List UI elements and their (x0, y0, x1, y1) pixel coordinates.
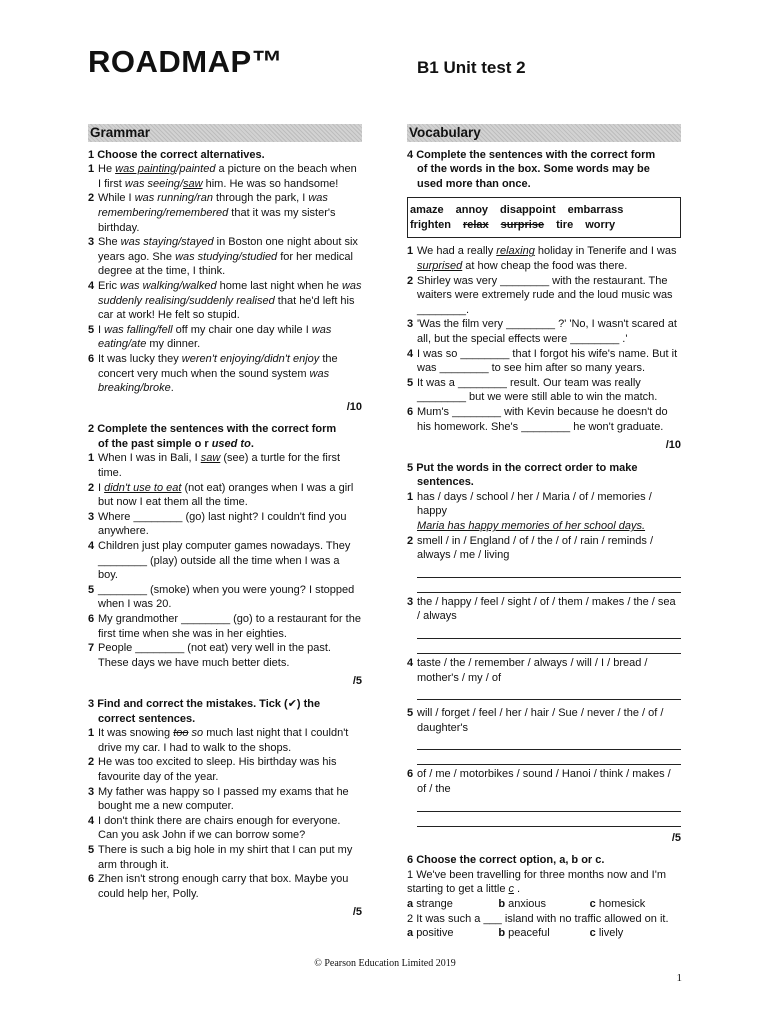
list-item: 2 He was too excited to sleep. His birthday was his favourite day of the year. (88, 756, 337, 783)
list-item: 3 the / happy / feel / sight / of / them / makes / the / sea / always (407, 595, 676, 623)
exercise-3 (88, 697, 362, 920)
exercise-4 (407, 148, 681, 453)
list-item: 1 When I was in Bali, I saw (see) a turtle for the first time. (88, 452, 341, 480)
exercise-1-instruction: 1 Choose the correct alternatives. (88, 148, 265, 161)
word-box-item: embarrass (567, 204, 624, 217)
answer-line[interactable] (417, 565, 681, 578)
word-box-item: tire (556, 219, 574, 232)
word-box (407, 197, 681, 238)
list-item: 5 ________ (smoke) when you were young? I stopped when I was 20. (88, 583, 355, 611)
exercise-4-instruction: 4 Complete the sentences with the correct form of the words in the box. Some words may be used more than once. (407, 148, 656, 190)
list-item: 1 We had a really relaxing holiday in Tenerife and I was surprised at how cheap the food was there. (407, 245, 677, 272)
list-item: 6 Mum's ________ with Kevin because he doesn't do his homework. She's ________ he won't graduate. (407, 405, 668, 433)
brand-title: ROADMAP™ (88, 44, 284, 79)
score-box: /5 (352, 906, 362, 919)
score-box: /5 (352, 675, 362, 688)
list-item: 1 He was painting/painted a picture on the beach when I first was seeing/saw him. He was so handsome! (88, 163, 357, 190)
option-a[interactable]: a strange (407, 897, 453, 910)
exercise-3-instruction: 3 Find and correct the mistakes. Tick (✔) the correct sentences. (88, 697, 321, 725)
list-item: 4 I was so ________ that I forgot his wife's name. But it was ________ to see him after so many years. (407, 347, 678, 375)
list-item: 3 My father was happy so I passed my exams that he bought me a new computer. (88, 785, 349, 813)
list-item: 2 I didn't use to eat (not eat) oranges when I was a girl but now I eat them all the time. (88, 481, 354, 509)
answer-line[interactable] (417, 687, 681, 700)
list-item: 2 While I was running/ran through the park, I was remembering/remembered that it was my sister's birthday. (88, 192, 336, 234)
list-item: 5 It was a ________ result. Our team was really ________ but we were still able to win the match. (407, 376, 658, 404)
answer-line[interactable] (417, 814, 681, 827)
word-box-item-used: relax (462, 219, 489, 232)
list-item: 4 Children just play computer games nowadays. They ________ (play) outside all the time when I was a boy. (88, 540, 351, 582)
answer-line[interactable] (417, 799, 681, 812)
score-box: /10 (665, 439, 681, 452)
word-box-item: worry (585, 219, 616, 232)
list-item: 5 I was falling/fell off my chair one day while I was eating/ate my dinner. (88, 323, 332, 351)
options-row (407, 897, 681, 912)
answer-line[interactable] (417, 626, 681, 639)
list-item: 2 Shirley was very ________ with the restaurant. The waiters were extremely rude and the loud music was ________. (407, 274, 673, 316)
word-box-item: disappoint (500, 204, 556, 217)
list-item: 2 It was such a ___ island with no traffic allowed on it. (407, 912, 669, 925)
list-item: 4 taste / the / remember / always / will / I / bread / mother's / my / of (407, 657, 648, 684)
exercise-6 (407, 853, 681, 941)
answer-line[interactable] (417, 641, 681, 654)
vocabulary-column (407, 124, 681, 949)
answer-line[interactable] (417, 752, 681, 765)
exercise-2-instruction: 2 Complete the sentences with the correct form of the past simple o r used to. (88, 423, 337, 450)
option-a[interactable]: a positive (407, 927, 454, 940)
list-item: 1 has / days / school / her / Maria / of / memories / happy Maria has happy memories of her school days. (407, 490, 652, 533)
score-box: /5 (671, 831, 681, 844)
exercise-5 (407, 461, 681, 846)
answer-line[interactable] (417, 737, 681, 750)
options-row (407, 926, 681, 941)
list-item: 2 smell / in / England / of / the / of / rain / reminds / always / me / living (407, 534, 653, 562)
copyright-footer: © Pearson Education Limited 2019 (314, 958, 456, 969)
list-item: 7 People ________ (not eat) very well in the past. These days we have much better diets. (88, 642, 331, 669)
unit-title: B1 Unit test 2 (417, 58, 526, 77)
exercise-2 (88, 422, 362, 689)
list-item: 5 There is such a big hole in my shirt that I can put my arm through it. (88, 843, 353, 871)
option-b[interactable]: b anxious (498, 897, 547, 910)
list-item: 6 Zhen isn't strong enough carry that box. Maybe you could help her, Polly. (88, 873, 349, 900)
list-item: 3 Where ________ (go) last night? I couldn't find you anywhere. (88, 510, 347, 538)
page-number: 1 (676, 972, 682, 984)
list-item: 4 I don't think there are chairs enough for everyone. Can you ask John if we can borrow some? (88, 814, 341, 842)
list-item: 6 My grandmother ________ (go) to a restaurant for the first time when she was in her eighties. (88, 613, 361, 640)
list-item: 3 She was staying/stayed in Boston one night about six years ago. She was studying/studied for her medical degree at the time, I think. (88, 236, 358, 278)
option-b[interactable]: b peaceful (498, 927, 550, 940)
list-item: 5 will / forget / feel / her / hair / Sue / never / the / of / daughter's (407, 707, 664, 734)
exercise-5-instruction: 5 Put the words in the correct order to make sentences. (407, 461, 638, 489)
answer-line[interactable] (417, 580, 681, 593)
exercise-1 (88, 148, 362, 415)
example-answer: Maria has happy memories of her school days. (417, 520, 646, 533)
list-item: 1 It was snowing too so much last night that I couldn't drive my car. I had to walk to the shops. (88, 727, 349, 754)
score-box: /10 (346, 400, 362, 413)
list-item: 6 It was lucky they weren't enjoying/didn't enjoy the concert very much when the sound system was breaking/broke. (88, 352, 338, 395)
option-c[interactable]: c homesick (589, 897, 646, 910)
word-box-item-used: surprise (500, 219, 545, 232)
word-box-item: annoy (455, 204, 489, 217)
list-item: 6 of / me / motorbikes / sound / Hanoi / think / makes / of / the (407, 768, 671, 795)
list-item: 1 We've been travelling for three months now and I'm starting to get a little c . (407, 868, 666, 896)
list-item: 4 Eric was walking/walked home last night when he was suddenly realising/suddenly realised that he'd left his car at work! He felt so stupid. (88, 279, 362, 322)
word-box-item: amaze (410, 204, 444, 217)
exercise-6-instruction: 6 Choose the correct option, a, b or c. (407, 854, 605, 867)
word-box-item: frighten (410, 219, 451, 232)
vocabulary-section-title: Vocabulary (407, 124, 681, 142)
option-c[interactable]: c lively (589, 927, 624, 940)
grammar-section-title: Grammar (88, 124, 362, 142)
list-item: 3 'Was the film very ________ ?' 'No, I wasn't scared at all, but the special effects were ________ .' (407, 318, 677, 345)
grammar-column (88, 124, 362, 928)
